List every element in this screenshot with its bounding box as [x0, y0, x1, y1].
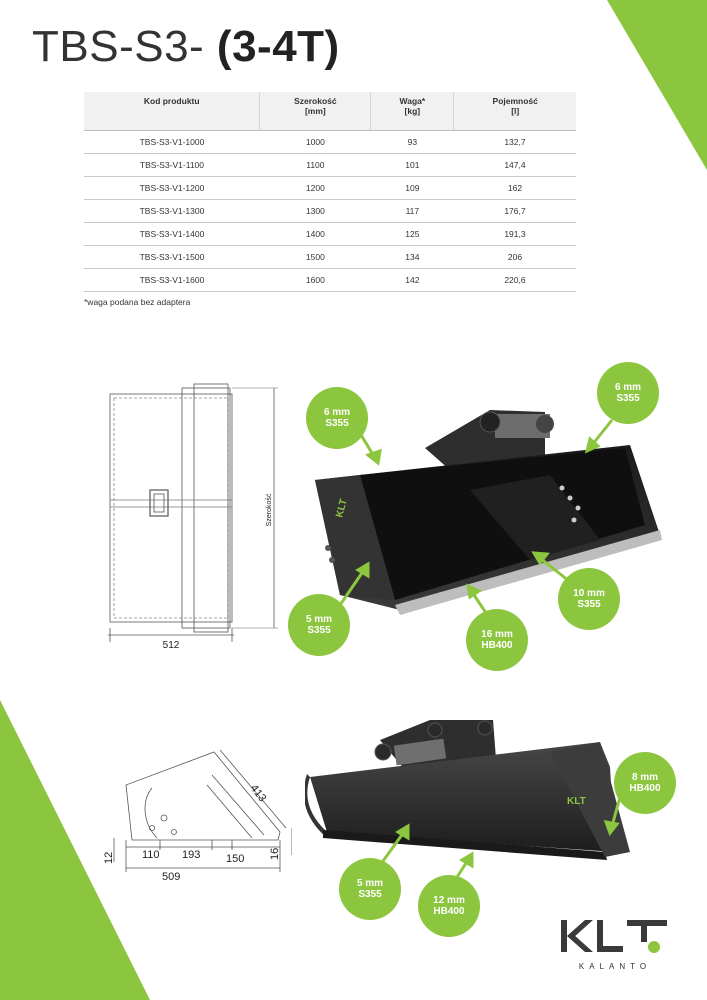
bucket-brand-mark: KLT	[567, 796, 586, 807]
dim-413: 413	[247, 782, 269, 805]
capacity-cell: 206	[454, 246, 576, 269]
capacity-cell: 176,7	[454, 200, 576, 223]
width-cell: 1000	[260, 131, 371, 154]
table-row	[84, 154, 576, 177]
weight-footnote: *waga podana bez adaptera	[84, 297, 191, 307]
material-badge: 6 mm S355	[597, 362, 659, 424]
dimension-width-label: 512	[162, 640, 180, 651]
dim-193: 193	[182, 849, 201, 861]
material-badge: 5 mm S355	[288, 594, 350, 656]
top-view-drawing	[98, 380, 293, 655]
table-header-row	[84, 92, 576, 131]
column-header: Waga* [kg]	[371, 92, 454, 131]
dim-110: 110	[142, 849, 160, 861]
width-cell: 1400	[260, 223, 371, 246]
logo-tagline: KALANTO	[578, 962, 652, 971]
product-code: TBS-S3-V1-1100	[84, 154, 260, 177]
spec-table	[84, 92, 576, 292]
dim-12: 12	[103, 851, 115, 864]
weight-cell: 134	[371, 246, 454, 269]
width-cell: 1500	[260, 246, 371, 269]
klt-logo-mark	[555, 916, 675, 974]
table-row	[84, 269, 576, 292]
material-badge: 12 mm HB400	[418, 875, 480, 937]
weight-cell: 117	[371, 200, 454, 223]
weight-cell: 125	[371, 223, 454, 246]
side-view-drawing	[102, 740, 292, 890]
table-row	[84, 223, 576, 246]
width-cell: 1600	[260, 269, 371, 292]
column-header: Kod produktu	[84, 92, 260, 131]
corner-accent-top-right	[607, 0, 707, 170]
width-cell: 1200	[260, 177, 371, 200]
column-header: Szerokość [mm]	[260, 92, 371, 131]
table-row	[84, 246, 576, 269]
material-badge: 5 mm S355	[339, 858, 401, 920]
dim-16: 16	[269, 847, 281, 860]
logo-dot-icon	[648, 941, 660, 953]
dimension-side-label: Szerokość	[266, 493, 273, 527]
dim-509: 509	[162, 871, 181, 883]
product-code: TBS-S3-V1-1300	[84, 200, 260, 223]
bucket-illustration-bottom	[305, 712, 635, 882]
column-header: Pojemność [l]	[454, 92, 576, 131]
capacity-cell: 162	[454, 177, 576, 200]
table-row	[84, 200, 576, 223]
product-code: TBS-S3-V1-1400	[84, 223, 260, 246]
table-row	[84, 131, 576, 154]
weight-cell: 101	[371, 154, 454, 177]
material-badge: 6 mm S355	[306, 387, 368, 449]
width-cell: 1100	[260, 154, 371, 177]
material-badge: 16 mm HB400	[466, 609, 528, 671]
product-code: TBS-S3-V1-1000	[84, 131, 260, 154]
product-code: TBS-S3-V1-1200	[84, 177, 260, 200]
table-row	[84, 177, 576, 200]
weight-cell: 93	[371, 131, 454, 154]
dim-150: 150	[226, 853, 245, 865]
product-code: TBS-S3-V1-1500	[84, 246, 260, 269]
capacity-cell: 132,7	[454, 131, 576, 154]
bucket-brand-mark: KLT	[334, 497, 350, 519]
capacity-cell: 220,6	[454, 269, 576, 292]
weight-cell: 142	[371, 269, 454, 292]
capacity-cell: 191,3	[454, 223, 576, 246]
product-code: TBS-S3-V1-1600	[84, 269, 260, 292]
material-badge: 8 mm HB400	[614, 752, 676, 814]
weight-cell: 109	[371, 177, 454, 200]
page-title: TBS-S3- (3-4T)	[32, 22, 340, 71]
capacity-cell: 147,4	[454, 154, 576, 177]
width-cell: 1300	[260, 200, 371, 223]
material-badge: 10 mm S355	[558, 568, 620, 630]
